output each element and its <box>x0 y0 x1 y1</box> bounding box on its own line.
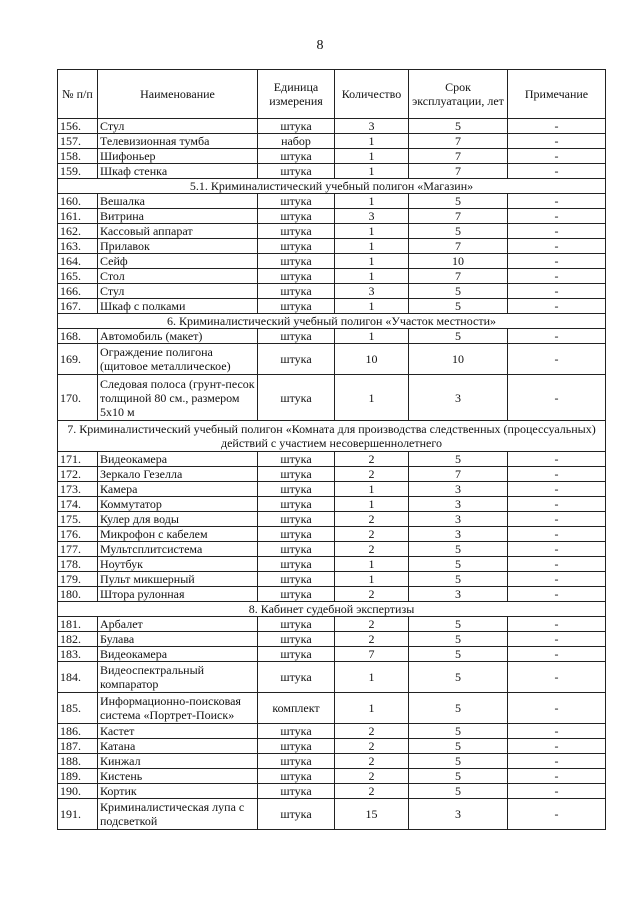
table-row <box>58 134 606 149</box>
table-row <box>58 739 606 754</box>
quantity-cell: 1 <box>335 662 409 693</box>
note-cell: - <box>508 149 606 164</box>
service-life-cell: 3 <box>409 497 508 512</box>
quantity-cell: 1 <box>335 299 409 314</box>
row-number: 162. <box>58 224 98 239</box>
item-name: Шкаф стенка <box>98 164 258 179</box>
item-name: Стул <box>98 284 258 299</box>
section-title: 6. Криминалистический учебный полигон «Участок местности» <box>58 314 606 329</box>
item-name: Видеокамера <box>98 647 258 662</box>
quantity-cell: 1 <box>335 482 409 497</box>
table-body <box>58 119 606 830</box>
note-cell: - <box>508 632 606 647</box>
unit-cell: штука <box>258 482 335 497</box>
row-number: 179. <box>58 572 98 587</box>
item-name: Прилавок <box>98 239 258 254</box>
quantity-cell: 2 <box>335 542 409 557</box>
service-life-cell: 5 <box>409 617 508 632</box>
row-number: 166. <box>58 284 98 299</box>
item-name: Кистень <box>98 769 258 784</box>
service-life-cell: 3 <box>409 512 508 527</box>
service-life-cell: 5 <box>409 194 508 209</box>
header-num: № п/п <box>58 70 98 119</box>
unit-cell: штука <box>258 239 335 254</box>
service-life-cell: 5 <box>409 693 508 724</box>
unit-cell: штука <box>258 587 335 602</box>
unit-cell: штука <box>258 542 335 557</box>
unit-cell: штука <box>258 512 335 527</box>
table-row <box>58 299 606 314</box>
table-header-row <box>58 70 606 119</box>
table-row <box>58 647 606 662</box>
quantity-cell: 2 <box>335 754 409 769</box>
row-number: 191. <box>58 799 98 830</box>
table-row <box>58 527 606 542</box>
row-number: 172. <box>58 467 98 482</box>
quantity-cell: 1 <box>335 269 409 284</box>
quantity-cell: 2 <box>335 512 409 527</box>
table-row <box>58 224 606 239</box>
table-row <box>58 194 606 209</box>
note-cell: - <box>508 512 606 527</box>
row-number: 159. <box>58 164 98 179</box>
row-number: 185. <box>58 693 98 724</box>
table-row <box>58 269 606 284</box>
note-cell: - <box>508 194 606 209</box>
note-cell: - <box>508 769 606 784</box>
unit-cell: штука <box>258 224 335 239</box>
table-row <box>58 254 606 269</box>
table-row <box>58 149 606 164</box>
section-heading-row <box>58 421 606 452</box>
table-row <box>58 799 606 830</box>
service-life-cell: 5 <box>409 299 508 314</box>
service-life-cell: 7 <box>409 239 508 254</box>
row-number: 177. <box>58 542 98 557</box>
quantity-cell: 1 <box>335 254 409 269</box>
table-row <box>58 769 606 784</box>
unit-cell: штука <box>258 209 335 224</box>
item-name: Кортик <box>98 784 258 799</box>
item-name: Шифоньер <box>98 149 258 164</box>
quantity-cell: 7 <box>335 647 409 662</box>
service-life-cell: 3 <box>409 527 508 542</box>
section-heading-row <box>58 602 606 617</box>
unit-cell: штука <box>258 662 335 693</box>
note-cell: - <box>508 497 606 512</box>
service-life-cell: 7 <box>409 269 508 284</box>
service-life-cell: 7 <box>409 467 508 482</box>
row-number: 168. <box>58 329 98 344</box>
service-life-cell: 5 <box>409 452 508 467</box>
row-number: 161. <box>58 209 98 224</box>
service-life-cell: 3 <box>409 587 508 602</box>
item-name: Зеркало Гезелла <box>98 467 258 482</box>
table-row <box>58 482 606 497</box>
table-row <box>58 239 606 254</box>
table-row <box>58 209 606 224</box>
note-cell: - <box>508 239 606 254</box>
section-heading-row <box>58 314 606 329</box>
service-life-cell: 5 <box>409 724 508 739</box>
item-name: Ограждение полигона (щитовое металлическое) <box>98 344 258 375</box>
unit-cell: штука <box>258 467 335 482</box>
table-row <box>58 375 606 421</box>
row-number: 163. <box>58 239 98 254</box>
row-number: 171. <box>58 452 98 467</box>
item-name: Стол <box>98 269 258 284</box>
note-cell: - <box>508 587 606 602</box>
header-unit: Единица измерения <box>258 70 335 119</box>
table-row <box>58 572 606 587</box>
service-life-cell: 5 <box>409 329 508 344</box>
service-life-cell: 7 <box>409 209 508 224</box>
row-number: 189. <box>58 769 98 784</box>
quantity-cell: 2 <box>335 739 409 754</box>
item-name: Шкаф с полками <box>98 299 258 314</box>
item-name: Камера <box>98 482 258 497</box>
note-cell: - <box>508 164 606 179</box>
quantity-cell: 1 <box>335 164 409 179</box>
row-number: 160. <box>58 194 98 209</box>
page-number: 8 <box>316 38 324 53</box>
row-number: 182. <box>58 632 98 647</box>
item-name: Штора рулонная <box>98 587 258 602</box>
row-number: 173. <box>58 482 98 497</box>
note-cell: - <box>508 572 606 587</box>
quantity-cell: 2 <box>335 452 409 467</box>
row-number: 184. <box>58 662 98 693</box>
note-cell: - <box>508 119 606 134</box>
row-number: 187. <box>58 739 98 754</box>
section-heading-row <box>58 179 606 194</box>
service-life-cell: 5 <box>409 224 508 239</box>
quantity-cell: 15 <box>335 799 409 830</box>
row-number: 164. <box>58 254 98 269</box>
unit-cell: штука <box>258 164 335 179</box>
note-cell: - <box>508 647 606 662</box>
unit-cell: штука <box>258 375 335 421</box>
note-cell: - <box>508 482 606 497</box>
unit-cell: штука <box>258 329 335 344</box>
note-cell: - <box>508 557 606 572</box>
quantity-cell: 2 <box>335 587 409 602</box>
unit-cell: штука <box>258 254 335 269</box>
item-name: Информационно-поисковая система «Портрет-Поиск» <box>98 693 258 724</box>
item-name: Вешалка <box>98 194 258 209</box>
unit-cell: штука <box>258 754 335 769</box>
service-life-cell: 10 <box>409 344 508 375</box>
table-row <box>58 724 606 739</box>
item-name: Кассовый аппарат <box>98 224 258 239</box>
table-row <box>58 617 606 632</box>
note-cell: - <box>508 799 606 830</box>
row-number: 176. <box>58 527 98 542</box>
table-row <box>58 512 606 527</box>
quantity-cell: 1 <box>335 557 409 572</box>
unit-cell: штука <box>258 527 335 542</box>
table-row <box>58 662 606 693</box>
service-life-cell: 5 <box>409 557 508 572</box>
note-cell: - <box>508 542 606 557</box>
quantity-cell: 2 <box>335 467 409 482</box>
unit-cell: штука <box>258 572 335 587</box>
table-row <box>58 467 606 482</box>
note-cell: - <box>508 662 606 693</box>
note-cell: - <box>508 452 606 467</box>
quantity-cell: 2 <box>335 617 409 632</box>
note-cell: - <box>508 344 606 375</box>
note-cell: - <box>508 724 606 739</box>
unit-cell: штука <box>258 739 335 754</box>
row-number: 170. <box>58 375 98 421</box>
table-row <box>58 284 606 299</box>
item-name: Кулер для воды <box>98 512 258 527</box>
service-life-cell: 3 <box>409 799 508 830</box>
header-note: Примечание <box>508 70 606 119</box>
section-title: 7. Криминалистический учебный полигон «Комната для производства следственных (процессуальных) действий с участием несовершеннолетнего <box>58 421 606 452</box>
row-number: 178. <box>58 557 98 572</box>
item-name: Катана <box>98 739 258 754</box>
inventory-table <box>57 69 606 830</box>
item-name: Кинжал <box>98 754 258 769</box>
unit-cell: штука <box>258 269 335 284</box>
unit-cell: штука <box>258 299 335 314</box>
quantity-cell: 1 <box>335 572 409 587</box>
note-cell: - <box>508 134 606 149</box>
quantity-cell: 1 <box>335 134 409 149</box>
table-row <box>58 632 606 647</box>
service-life-cell: 5 <box>409 784 508 799</box>
note-cell: - <box>508 527 606 542</box>
service-life-cell: 5 <box>409 754 508 769</box>
note-cell: - <box>508 209 606 224</box>
item-name: Коммутатор <box>98 497 258 512</box>
row-number: 158. <box>58 149 98 164</box>
service-life-cell: 5 <box>409 572 508 587</box>
row-number: 167. <box>58 299 98 314</box>
row-number: 175. <box>58 512 98 527</box>
quantity-cell: 1 <box>335 329 409 344</box>
item-name: Микрофон с кабелем <box>98 527 258 542</box>
row-number: 180. <box>58 587 98 602</box>
table-row <box>58 784 606 799</box>
quantity-cell: 1 <box>335 194 409 209</box>
note-cell: - <box>508 299 606 314</box>
table-row <box>58 344 606 375</box>
note-cell: - <box>508 375 606 421</box>
table-row <box>58 542 606 557</box>
table-row <box>58 329 606 344</box>
table-row <box>58 119 606 134</box>
quantity-cell: 1 <box>335 375 409 421</box>
unit-cell: штука <box>258 647 335 662</box>
item-name: Сейф <box>98 254 258 269</box>
service-life-cell: 5 <box>409 647 508 662</box>
unit-cell: штука <box>258 194 335 209</box>
table-row <box>58 164 606 179</box>
item-name: Кастет <box>98 724 258 739</box>
service-life-cell: 5 <box>409 632 508 647</box>
service-life-cell: 5 <box>409 662 508 693</box>
table-row <box>58 557 606 572</box>
service-life-cell: 7 <box>409 164 508 179</box>
item-name: Стул <box>98 119 258 134</box>
item-name: Видеоспектральный компаратор <box>98 662 258 693</box>
row-number: 190. <box>58 784 98 799</box>
row-number: 174. <box>58 497 98 512</box>
service-life-cell: 3 <box>409 482 508 497</box>
service-life-cell: 7 <box>409 149 508 164</box>
quantity-cell: 1 <box>335 693 409 724</box>
table-row <box>58 452 606 467</box>
quantity-cell: 1 <box>335 497 409 512</box>
item-name: Следовая полоса (грунт-песок толщиной 80 см., размером 5х10 м <box>98 375 258 421</box>
unit-cell: штука <box>258 557 335 572</box>
unit-cell: штука <box>258 769 335 784</box>
unit-cell: штука <box>258 724 335 739</box>
item-name: Автомобиль (макет) <box>98 329 258 344</box>
service-life-cell: 5 <box>409 119 508 134</box>
row-number: 165. <box>58 269 98 284</box>
unit-cell: штука <box>258 632 335 647</box>
table-row <box>58 754 606 769</box>
table-row <box>58 587 606 602</box>
service-life-cell: 5 <box>409 284 508 299</box>
quantity-cell: 2 <box>335 527 409 542</box>
header-term: Срок эксплуатации, лет <box>409 70 508 119</box>
quantity-cell: 3 <box>335 284 409 299</box>
note-cell: - <box>508 284 606 299</box>
note-cell: - <box>508 467 606 482</box>
quantity-cell: 1 <box>335 224 409 239</box>
quantity-cell: 10 <box>335 344 409 375</box>
note-cell: - <box>508 224 606 239</box>
item-name: Видеокамера <box>98 452 258 467</box>
quantity-cell: 2 <box>335 784 409 799</box>
unit-cell: штука <box>258 344 335 375</box>
quantity-cell: 2 <box>335 769 409 784</box>
unit-cell: штука <box>258 799 335 830</box>
service-life-cell: 3 <box>409 375 508 421</box>
note-cell: - <box>508 784 606 799</box>
row-number: 183. <box>58 647 98 662</box>
row-number: 169. <box>58 344 98 375</box>
unit-cell: набор <box>258 134 335 149</box>
service-life-cell: 5 <box>409 769 508 784</box>
unit-cell: штука <box>258 784 335 799</box>
quantity-cell: 2 <box>335 632 409 647</box>
service-life-cell: 5 <box>409 739 508 754</box>
item-name: Ноутбук <box>98 557 258 572</box>
service-life-cell: 10 <box>409 254 508 269</box>
quantity-cell: 1 <box>335 149 409 164</box>
note-cell: - <box>508 693 606 724</box>
note-cell: - <box>508 329 606 344</box>
note-cell: - <box>508 617 606 632</box>
unit-cell: штука <box>258 452 335 467</box>
quantity-cell: 2 <box>335 724 409 739</box>
note-cell: - <box>508 754 606 769</box>
header-qty: Количество <box>335 70 409 119</box>
quantity-cell: 1 <box>335 239 409 254</box>
unit-cell: штука <box>258 617 335 632</box>
row-number: 157. <box>58 134 98 149</box>
row-number: 156. <box>58 119 98 134</box>
item-name: Криминалистическая лупа с подсветкой <box>98 799 258 830</box>
item-name: Витрина <box>98 209 258 224</box>
item-name: Мультсплитсистема <box>98 542 258 557</box>
service-life-cell: 7 <box>409 134 508 149</box>
note-cell: - <box>508 254 606 269</box>
unit-cell: штука <box>258 149 335 164</box>
item-name: Булава <box>98 632 258 647</box>
item-name: Пульт микшерный <box>98 572 258 587</box>
header-name: Наименование <box>98 70 258 119</box>
service-life-cell: 5 <box>409 542 508 557</box>
item-name: Арбалет <box>98 617 258 632</box>
row-number: 188. <box>58 754 98 769</box>
unit-cell: штука <box>258 497 335 512</box>
section-title: 8. Кабинет судебной экспертизы <box>58 602 606 617</box>
note-cell: - <box>508 269 606 284</box>
section-title: 5.1. Криминалистический учебный полигон «Магазин» <box>58 179 606 194</box>
quantity-cell: 3 <box>335 209 409 224</box>
quantity-cell: 3 <box>335 119 409 134</box>
table-row <box>58 693 606 724</box>
unit-cell: штука <box>258 284 335 299</box>
item-name: Телевизионная тумба <box>98 134 258 149</box>
row-number: 181. <box>58 617 98 632</box>
note-cell: - <box>508 739 606 754</box>
unit-cell: штука <box>258 119 335 134</box>
row-number: 186. <box>58 724 98 739</box>
table-row <box>58 497 606 512</box>
unit-cell: комплект <box>258 693 335 724</box>
